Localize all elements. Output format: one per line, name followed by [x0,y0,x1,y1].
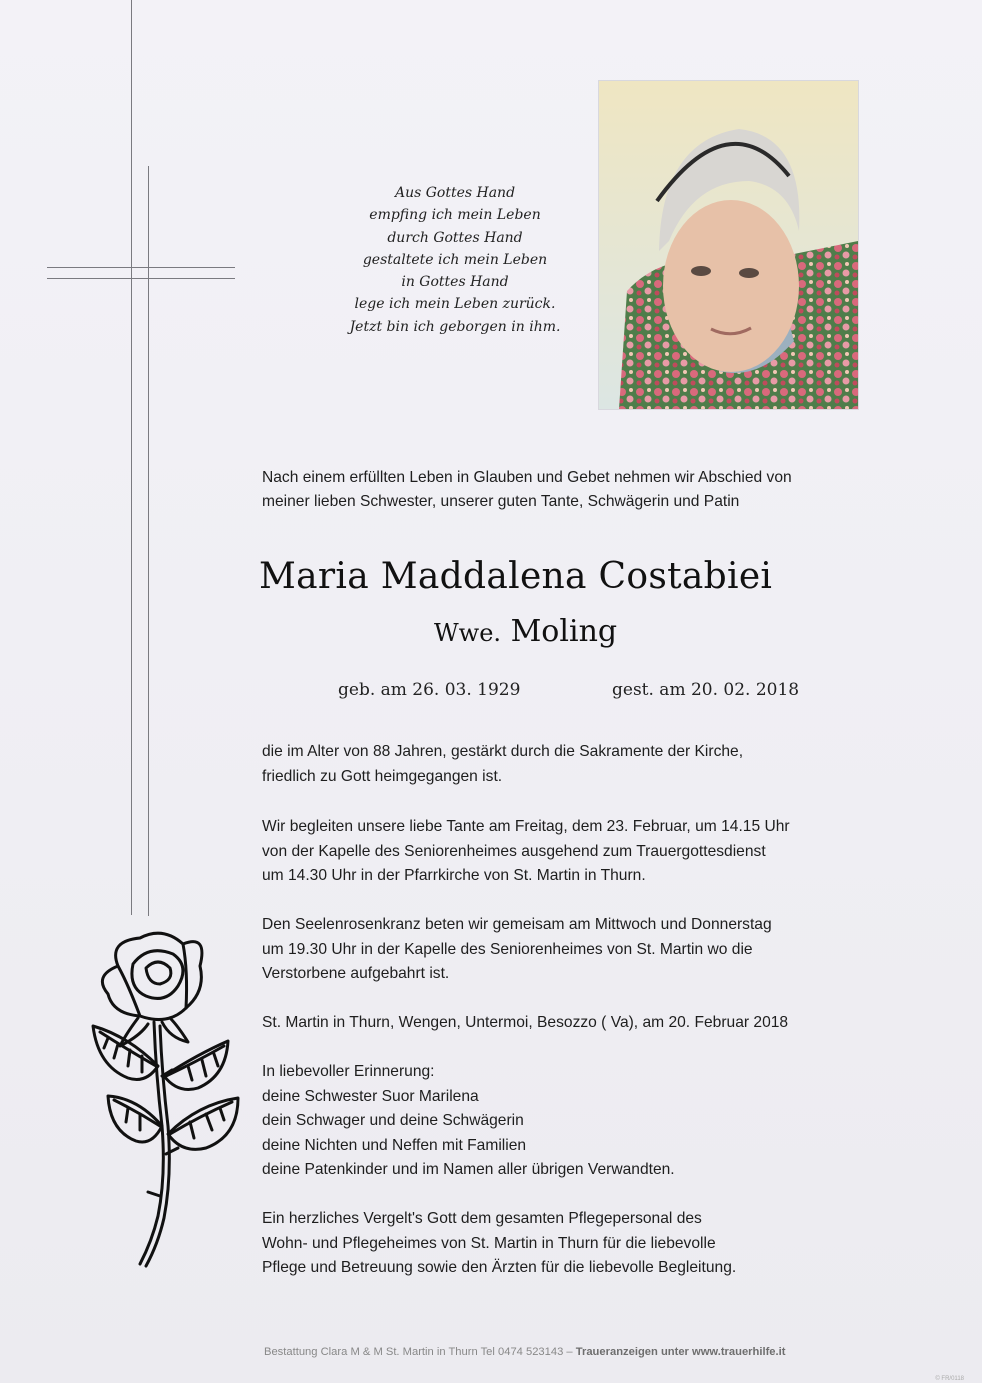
paragraph-line: Wohn- und Pflegeheimes von St. Martin in Thurn für die liebevolle [262,1234,716,1252]
footer [264,1346,964,1358]
intro-text [262,466,902,514]
paragraph-line: dein Schwager und deine Schwägerin [262,1112,524,1129]
paragraph-line: um 14.30 Uhr in der Pfarrkirche von St. Martin in Thurn. [262,867,646,884]
portrait-photo [598,80,859,410]
paragraph-line: In liebevoller Erinnerung: [262,1063,435,1080]
paragraph-passing [262,740,912,789]
paragraph-line: Ein herzliches Vergelt's Gott dem gesamten Pflegepersonal des [262,1210,702,1227]
cross-horizontal-line-lower [47,278,235,279]
paragraph-line: St. Martin in Thurn, Wengen, Untermoi, Besozzo ( Va), am 20. Februar 2018 [262,1014,789,1031]
poem-line: gestaltete ich mein Leben [362,251,548,268]
rose-icon [78,926,278,1271]
poem-line: durch Gottes Hand [387,229,523,246]
intro-line: meiner lieben Schwester, unserer guten Tante, Schwägerin und Patin [262,493,740,510]
paragraph-place-date [262,1011,912,1036]
married-surname: Moling [510,614,618,649]
paragraph-line: Den Seelenrosenkranz beten wir gemeisam am Mittwoch und Donnerstag [262,916,772,933]
paragraph-thanks [262,1207,912,1281]
cross-vertical-line-outer [131,0,132,915]
poem-line: Aus Gottes Hand [394,185,516,201]
poem [330,182,580,338]
paragraph-mourners [262,1060,912,1183]
death-date: gest. am 20. 02. 2018 [612,680,800,700]
paragraph-line: die im Alter von 88 Jahren, gestärkt durch die Sakramente der Kirche, [262,743,744,760]
married-name [434,614,617,649]
birth-date: geb. am 26. 03. 1929 [338,680,521,700]
paragraph-line: friedlich zu Gott heimgegangen ist. [262,767,503,785]
paragraph-line: Verstorbene aufgebahrt ist. [262,965,450,982]
footer-website[interactable]: Traueranzeigen unter www.trauerhilfe.it [575,1346,786,1358]
paragraph-line: deine Nichten und Neffen mit Familien [262,1136,527,1154]
paragraph-line: Wir begleiten unsere liebe Tante am Freitag, dem 23. Februar, um 14.15 Uhr [262,818,790,835]
print-code: © FR/0118 [935,1376,964,1382]
widow-prefix: Wwe. [434,619,502,647]
poem-line: in Gottes Hand [401,274,509,291]
paragraph-line: Pflege und Betreuung sowie den Ärzten für die liebevolle Begleitung. [262,1259,737,1276]
paragraph-line: von der Kapelle des Seniorenheimes ausgehend zum Trauergottesdienst [262,842,766,860]
deceased-name: Maria Maddalena Costabiei [259,556,773,597]
paragraph-line: deine Schwester Suor Marilena [262,1087,479,1105]
paragraph-line: deine Patenkinder und im Namen aller übrigen Verwandten. [262,1161,675,1178]
intro-line: Nach einem erfüllten Leben in Glauben und Gebet nehmen wir Abschied von [262,469,792,486]
footer-contact: Bestattung Clara M & M St. Martin in Thurn Tel 0474 523143 – [264,1346,576,1358]
poem-line: empfing ich mein Leben [369,207,541,224]
poem-line: Jetzt bin ich geborgen in ihm. [349,318,561,335]
paragraph-line: um 19.30 Uhr in der Kapelle des Seniorenheimes von St. Martin wo die [262,940,753,958]
paragraph-rosary [262,913,912,987]
cross-horizontal-line-upper [47,267,235,268]
paragraph-funeral [262,815,912,889]
poem-line: lege ich mein Leben zurück. [354,296,556,313]
